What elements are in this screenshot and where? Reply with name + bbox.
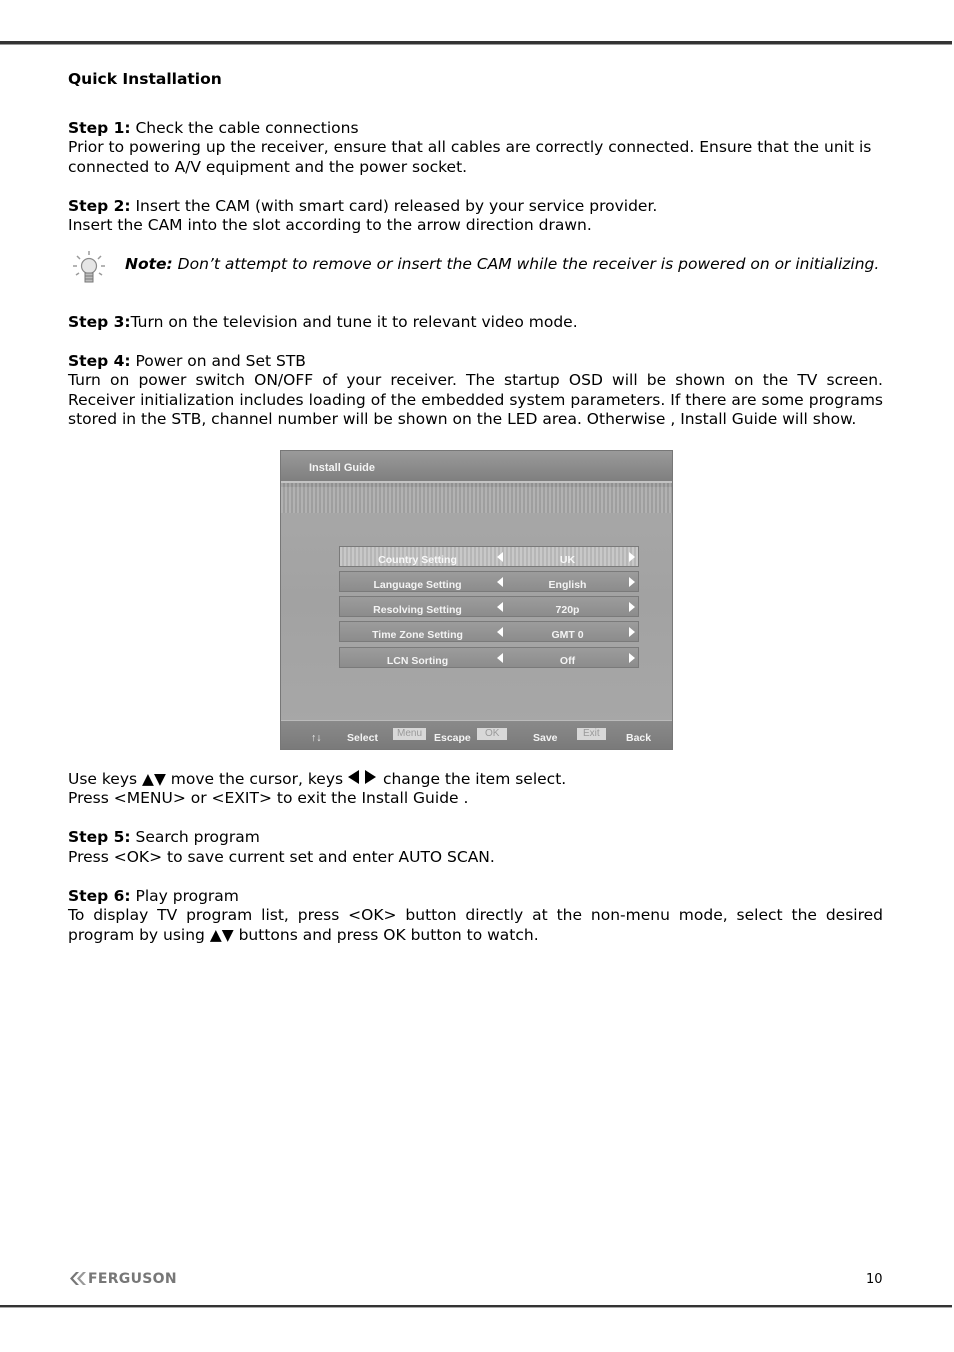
- footer-select-label: Select: [347, 731, 378, 744]
- step-6-heading: Play program: [130, 886, 239, 905]
- note: [68, 255, 883, 275]
- section-title: Quick Installation: [68, 70, 222, 88]
- osd-row-label: Language Setting: [373, 578, 462, 591]
- step-4-label: Step 4:: [68, 351, 131, 370]
- arrow-right-icon: [629, 602, 635, 612]
- osd-row-timezone: [339, 621, 639, 642]
- step-5-heading: Search program: [130, 828, 260, 846]
- osd-row-resolving: [339, 596, 639, 617]
- ferguson-logo-mark-icon: [70, 1272, 86, 1285]
- arrow-left-icon: [497, 653, 503, 663]
- step-2-heading: Insert the CAM (with smart card) released by your service provider.: [130, 196, 658, 215]
- step-1-label: Step 1:: [68, 118, 131, 137]
- step-3-label: Step 3:: [68, 312, 131, 331]
- osd-row-value: 720p: [555, 604, 580, 617]
- step-6: [68, 887, 883, 946]
- osd-row-value: UK: [559, 553, 576, 566]
- osd-title: Install Guide: [309, 461, 376, 474]
- arrow-left-icon: [497, 602, 503, 612]
- osd-row-label: Time Zone Setting: [372, 629, 463, 642]
- arrow-right-icon: [629, 627, 635, 637]
- step-4: [68, 352, 883, 430]
- step-3-heading: Turn on the television and tune it to relevant video mode.: [130, 312, 578, 331]
- lightbulb-icon: [70, 249, 108, 287]
- keys-text-c: Press <MENU> or <EXIT> to exit the Install Guide .: [68, 789, 469, 807]
- step-2-label: Step 2:: [68, 196, 131, 215]
- step-1-heading: Check the cable connections: [130, 118, 359, 137]
- ok-key: OK: [477, 728, 507, 740]
- step-1: [68, 119, 883, 178]
- page-number: 10: [866, 1272, 883, 1287]
- left-right-arrows-icon: [348, 770, 378, 785]
- step-5-label: Step 5:: [68, 828, 131, 846]
- osd-row-lcn: [339, 647, 639, 668]
- note-text: Don’t attempt to remove or insert the CAM while the receiver is powered on or initializing.: [172, 255, 880, 273]
- step-6-label: Step 6:: [68, 886, 131, 905]
- step-3: [68, 313, 883, 333]
- up-down-arrows-icon: ↑↓: [311, 731, 322, 744]
- footer-save-label: Save: [533, 731, 558, 744]
- step-6-body: To display TV program list, press <OK> button directly at the non-menu mode, select the desired program by using ▲▼ buttons and press OK button to watch.: [68, 906, 883, 944]
- osd-row-language: [339, 571, 639, 592]
- footer-escape-label: Escape: [434, 731, 471, 744]
- step-4-heading: Power on and Set STB: [130, 351, 306, 370]
- exit-key: Exit: [577, 728, 606, 740]
- osd-row-value: Off: [559, 654, 576, 667]
- osd-decor: [281, 483, 672, 513]
- arrow-right-icon: [629, 577, 635, 587]
- footer-back-label: Back: [626, 731, 652, 744]
- menu-key: Menu: [393, 728, 426, 740]
- step-5-body: Press <OK> to save current set and enter AUTO SCAN.: [68, 847, 495, 866]
- osd-row-label: Country Setting: [378, 553, 457, 566]
- arrow-right-icon: [629, 552, 635, 562]
- arrow-left-icon: [497, 627, 503, 637]
- note-label: Note:: [125, 255, 173, 273]
- osd-menu: [339, 546, 639, 672]
- osd-row-label: Resolving Setting: [373, 604, 462, 617]
- osd-row-value: English: [548, 578, 587, 591]
- osd-row-country: [339, 546, 639, 567]
- osd-row-label: LCN Sorting: [386, 654, 449, 667]
- step-1-body: Prior to powering up the receiver, ensure that all cables are correctly connected. Ensure that the unit is connected to A/V equipment and the power socket.: [68, 138, 872, 176]
- step-2: [68, 197, 883, 236]
- top-rule: [0, 41, 952, 44]
- keys-instructions: [68, 770, 883, 809]
- keys-text-b: change the item select.: [378, 769, 567, 788]
- keys-text-a: Use keys ▲▼ move the cursor, keys: [68, 769, 349, 788]
- arrow-right-icon: [629, 653, 635, 663]
- brand-name: FERGUSON: [88, 1271, 177, 1287]
- step-4-body: Turn on power switch ON/OFF of your receiver. The startup OSD will be shown on the TV screen. Receiver initialization includes loading of the embedded system parameters. If there are some programs stored in the STB, channel number will be shown on the LED area. Otherwise , Install Guide will show.: [68, 371, 883, 428]
- bottom-rule: [0, 1305, 952, 1307]
- page-content: [68, 70, 883, 965]
- install-guide-screenshot: [280, 450, 673, 750]
- osd-footer: [281, 720, 672, 749]
- arrow-left-icon: [497, 577, 503, 587]
- osd-row-value: GMT 0: [551, 629, 584, 642]
- step-5: [68, 828, 883, 867]
- arrow-left-icon: [497, 552, 503, 562]
- osd-header: [281, 451, 672, 483]
- step-2-body: Insert the CAM into the slot according to the arrow direction drawn.: [68, 216, 592, 234]
- ferguson-logo: [70, 1271, 177, 1287]
